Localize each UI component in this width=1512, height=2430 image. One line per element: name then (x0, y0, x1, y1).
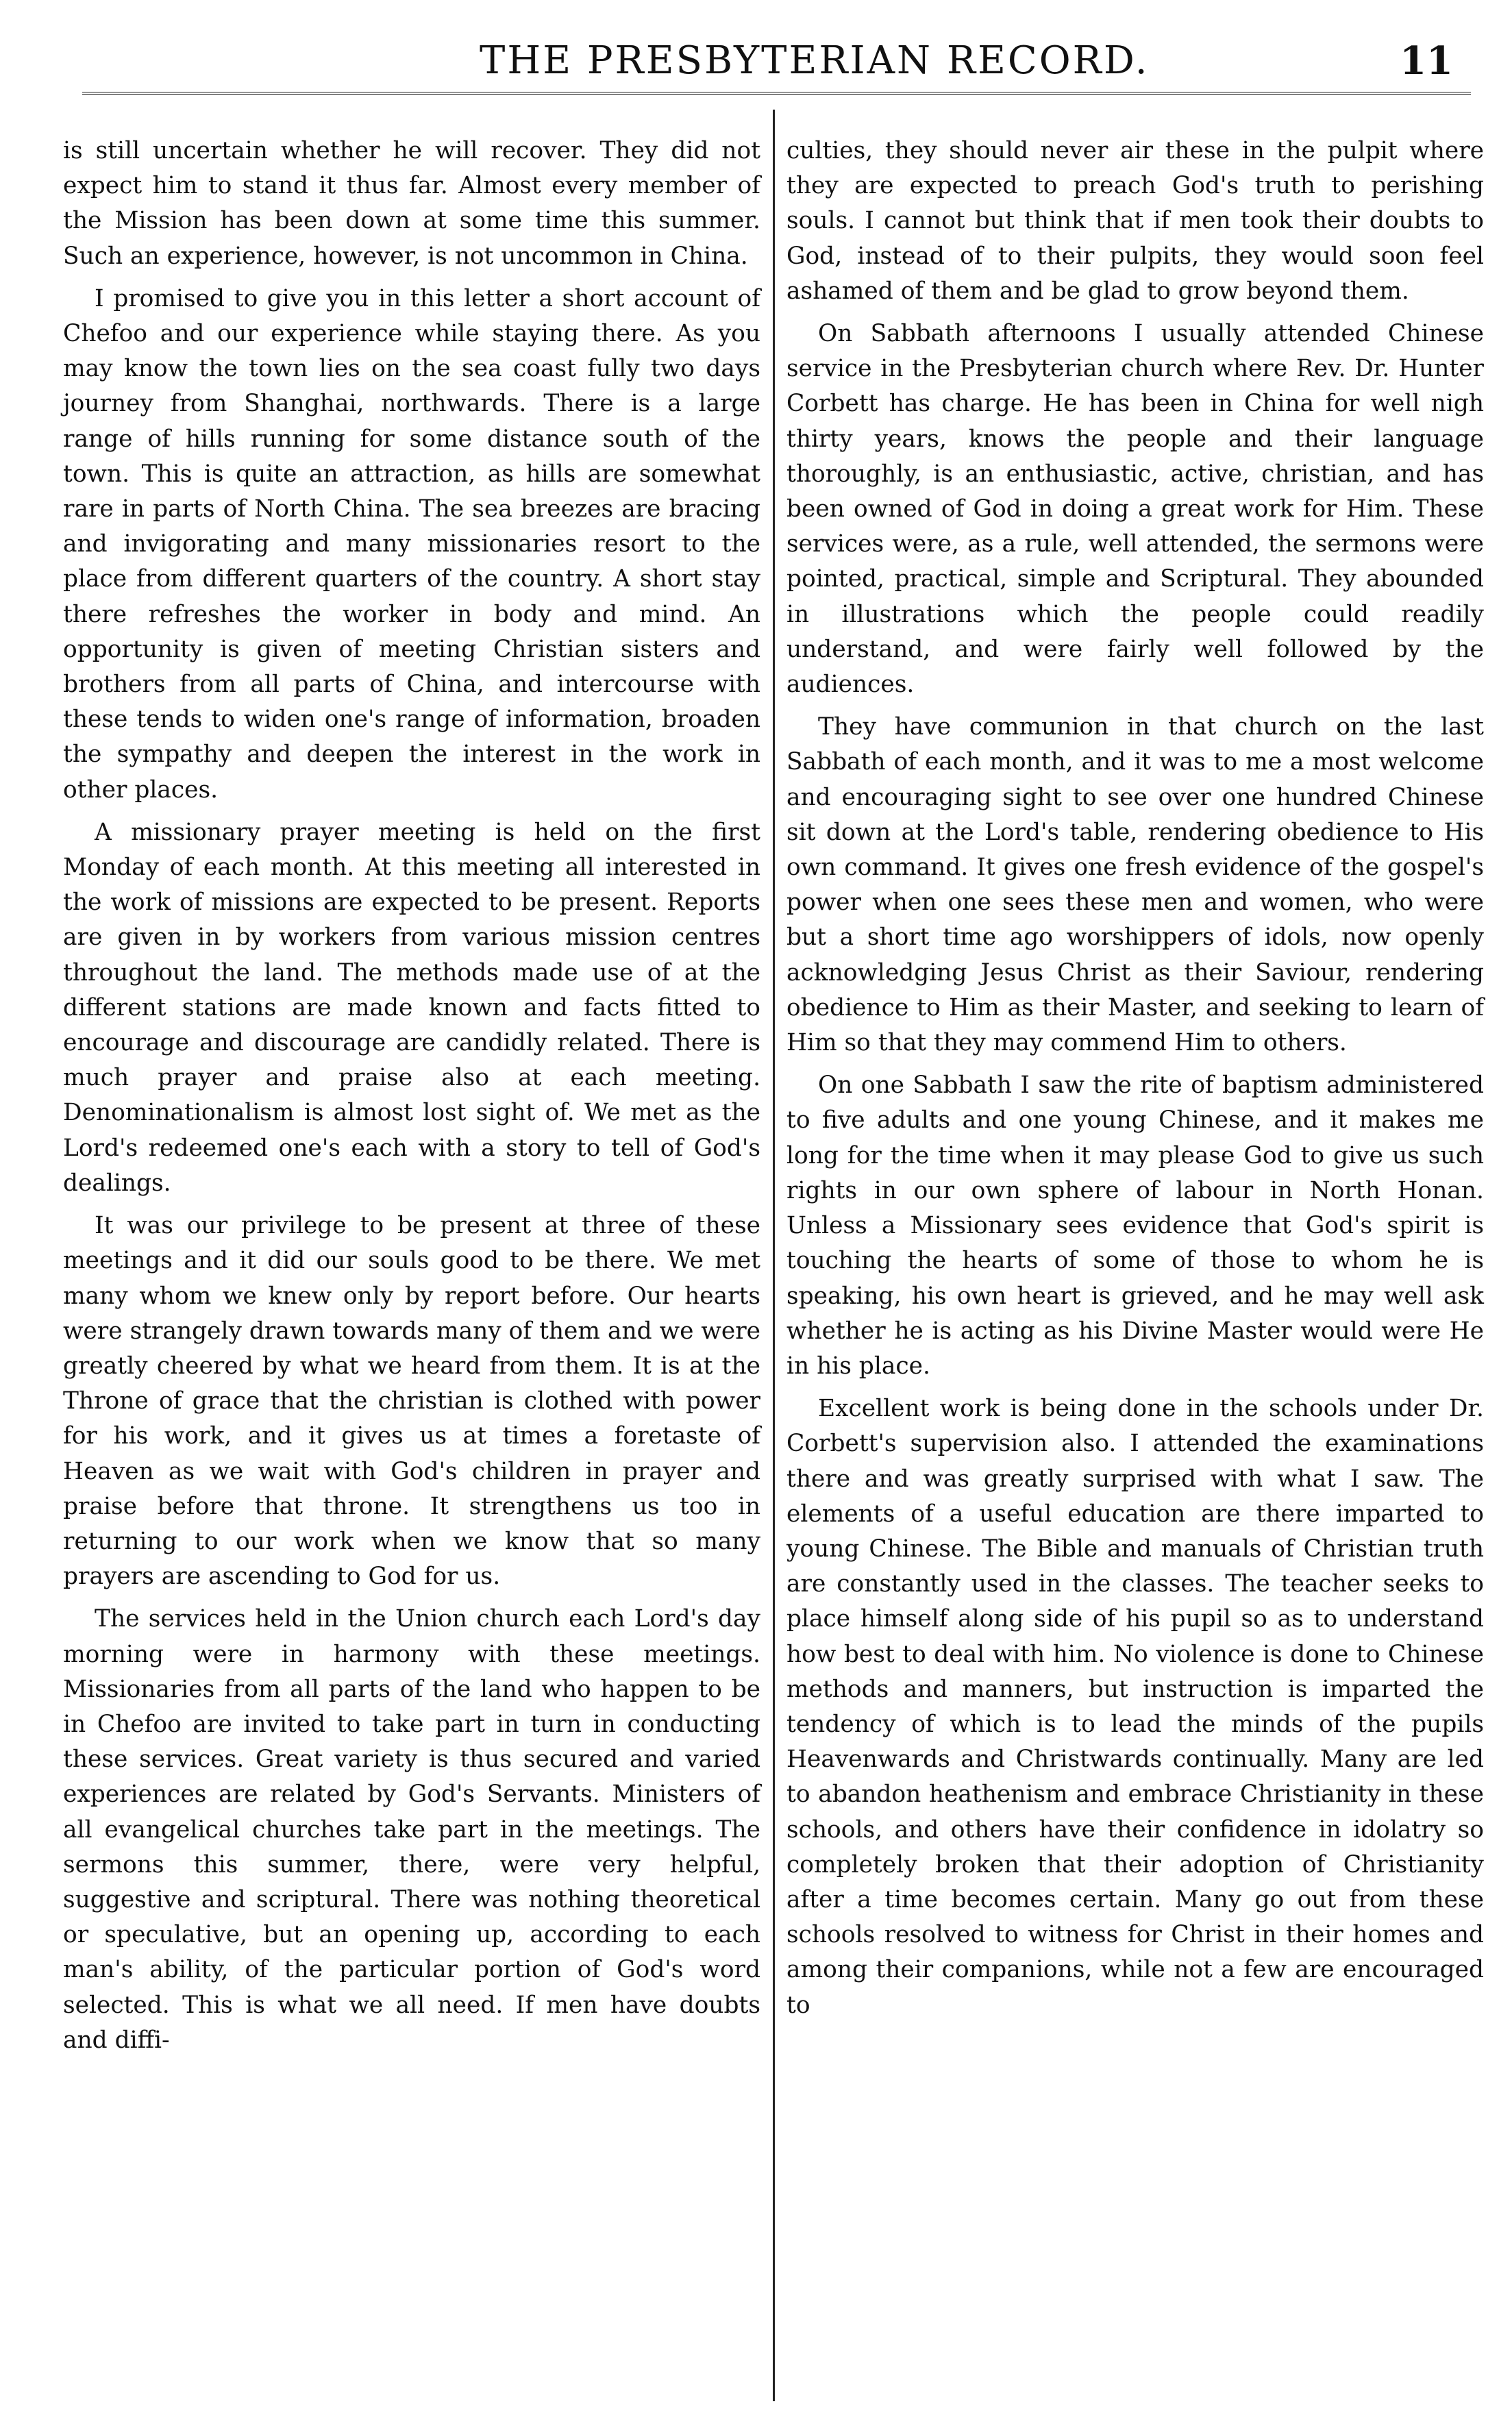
paragraph: The services held in the Union church each Lord's day morning were in harmony with these meetings. Missionaries from all parts of the land who happen to be in Chefoo are invited to take part in turn in conducting these services. Great variety is thus secured and varied experiences are related by God's Servants. Ministers of all evangelical churches take part in the meetings. The sermons this summer, there, were very helpful, suggestive and scriptural. There was nothing theoretical or speculative, but an opening up, according to each man's ability, of the particular portion of God's word selected. This is what we all need. If men have doubts and diffi- (63, 1605, 760, 2054)
paragraph: is still uncertain whether he will recover. They did not expect him to stand it thus far. Almost every member of the Mission has been down at some time this summer. Such an experience, however, is not uncommon in China. (63, 137, 760, 270)
right-column (786, 134, 1484, 2031)
header-rule (82, 92, 1471, 95)
paragraph: A missionary prayer meeting is held on the first Monday of each month. At this meeting all interested in the work of missions are expected to be present. Reports are given in by workers from various mission centres throughout the land. The methods made use of at the different stations are made known and facts fitted to encourage and discourage are candidly related. There is much prayer and praise also at each meeting. Denominationalism is almost lost sight of. We met as the Lord's redeemed one's each with a story to tell of God's dealings. (63, 818, 760, 1197)
paragraph: On one Sabbath I saw the rite of baptism administered to five adults and one young Chinese, and it makes me long for the time when it may please God to give us such rights in our own sphere of labour in North Honan. Unless a Missionary sees evidence that God's spirit is touching the hearts of some of those to whom he is speaking, his own heart is grieved, and he may well ask whether he is acting as his Divine Master would were He in his place. (786, 1071, 1484, 1380)
paragraph: I promised to give you in this letter a short account of Chefoo and our experience while staying there. As you may know the town lies on the sea coast fully two days journey from Shanghai, northwards. There is a large range of hills running for some distance south of the town. This is quite an attraction, as hills are somewhat rare in parts of North China. The sea breezes are bracing and invigorating and many missionaries resort to the place from different quarters of the country. A short stay there refreshes the worker in body and mind. An opportunity is given of meeting Christian sisters and brothers from all parts of China, and intercourse with these tends to widen one's range of information, broaden the sympathy and deepen the interest in the work in other places. (63, 284, 760, 804)
paragraph: They have communion in that church on the last Sabbath of each month, and it was to me a most welcome and encouraging sight to see over one hundred Chinese sit down at the Lord's table, rendering obedience to His own command. It gives one fresh evidence of the gospel's power when one sees these men and women, who were but a short time ago worshippers of idols, now openly acknowledging Jesus Christ as their Saviour, rendering obedience to Him as their Master, and seeking to learn of Him so that they may commend Him to others. (786, 713, 1484, 1057)
paragraph: culties, they should never air these in the pulpit where they are expected to preach God's truth to perishing souls. I cannot but think that if men took their doubts to God, instead of to their pulpits, they would soon feel ashamed of them and be glad to grow beyond them. (786, 137, 1484, 305)
left-column (63, 134, 760, 2066)
publication-title: THE PRESBYTERIAN RECORD. (480, 38, 1150, 83)
paragraph: On Sabbath afternoons I usually attended Chinese service in the Presbyterian church where Rev. Dr. Hunter Corbett has charge. He has been in China for well nigh thirty years, knows the people and their language thoroughly, is an enthusiastic, active, christian, and has been owned of God in doing a great work for Him. These services were, as a rule, well attended, the sermons were pointed, practical, simple and Scriptural. They abounded in illustrations which the people could readily understand, and were fairly well followed by the audiences. (786, 320, 1484, 699)
page-header (82, 33, 1471, 95)
paragraph: Excellent work is being done in the schools under Dr. Corbett's supervision also. I attended the examinations there and was greatly surprised with what I saw. The elements of a useful education are there imparted to young Chinese. The Bible and manuals of Christian truth are constantly used in the classes. The teacher seeks to place himself along side of his pupil so as to understand how best to deal with him. No violence is done to Chinese methods and manners, but instruction is imparted the tendency of which is to lead the minds of the pupils Heavenwards and Christwards continually. Many are led to abandon heathenism and embrace Christianity in these schools, and others have their confidence in idolatry so completely broken that their adoption of Christianity after a time becomes certain. Many go out from these schools resolved to witness for Christ in their homes and among their companions, while not a few are encouraged to (786, 1395, 1484, 2019)
paragraph: It was our privilege to be present at three of these meetings and it did our souls good to be there. We met many whom we knew only by report before. Our hearts were strangely drawn towards many of them and we were greatly cheered by what we heard from them. It is at the Throne of grace that the christian is clothed with power for his work, and it gives us at times a foretaste of Heaven as we wait with God's children in prayer and praise before that throne. It strengthens us too in returning to our work when we know that so many prayers are ascending to God for us. (63, 1212, 760, 1591)
column-divider (773, 110, 775, 2401)
page-number: 11 (1400, 38, 1453, 84)
